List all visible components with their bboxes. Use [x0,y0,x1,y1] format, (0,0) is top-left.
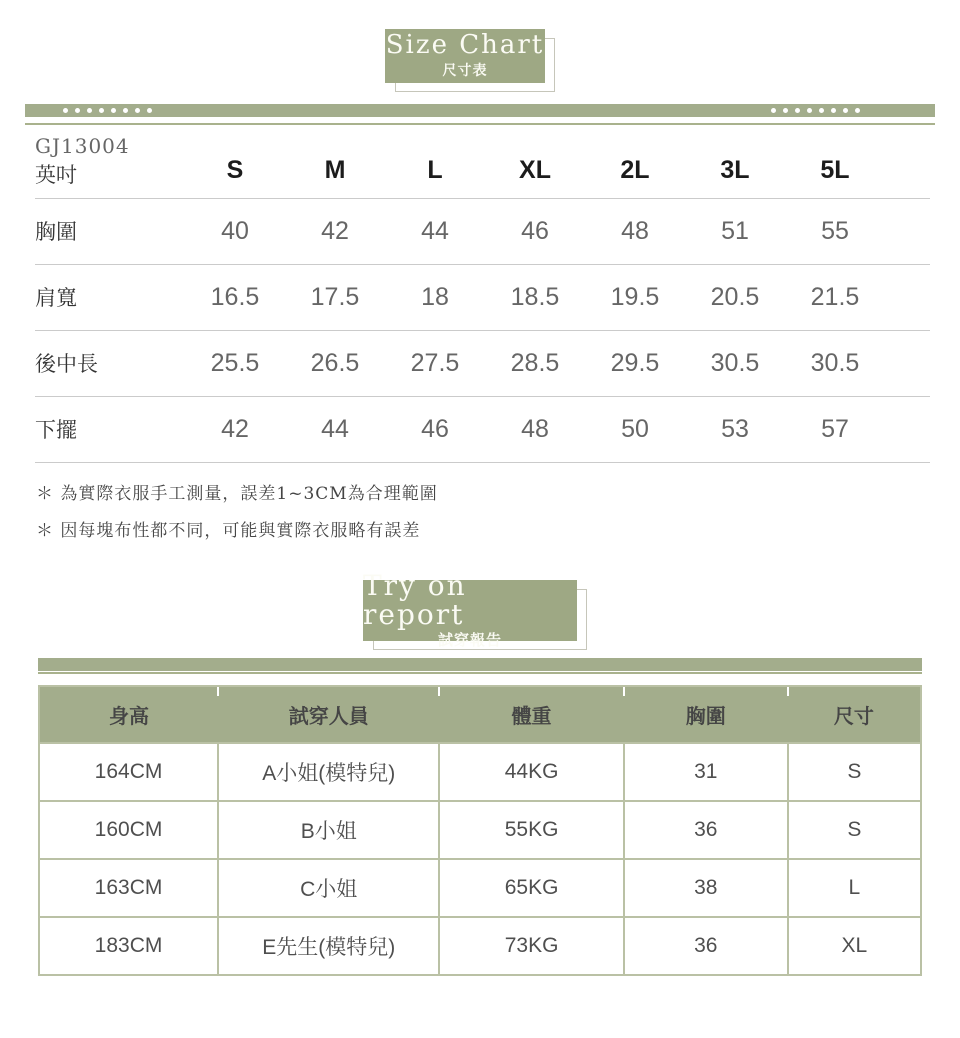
measurement-value: 46 [521,216,549,245]
try-on-cell: A小姐(模特兒) [218,743,439,801]
measurement-value: 29.5 [610,348,660,377]
measurement-label: 下擺 [35,419,77,442]
note-line: ＊ 為實際衣服手工測量，誤差1~3CM為合理範圍 [36,484,438,504]
try-on-cell: 183CM [39,917,218,975]
measurement-value: 17.5 [310,282,360,311]
try-on-cell: C小姐 [218,859,439,917]
note-line: ＊ 因每塊布性都不同，可能與實際衣服略有誤差 [36,521,421,541]
try-on-cell: 65KG [439,859,623,917]
size-chart-badge [385,29,545,83]
try-on-cell: S [788,801,921,859]
size-chart-table [35,125,930,463]
size-header-row [35,125,930,198]
measurement-value: 40 [221,216,249,245]
dot [843,108,848,113]
measurement-notes [36,476,438,550]
size-column-header: XL [519,155,551,184]
dot [63,108,68,113]
measurement-label: 肩寬 [35,287,77,310]
dot [771,108,776,113]
measurement-value: 55 [821,216,849,245]
measurement-value: 50 [621,414,649,443]
decorative-band-try-on [38,658,922,671]
measurement-value: 18 [421,282,449,311]
dot [135,108,140,113]
measurement-value: 18.5 [510,282,560,311]
size-column-header: 2L [620,155,650,184]
size-column-header: S [226,155,244,184]
dot [111,108,116,113]
measurement-value: 57 [821,414,849,443]
try-on-header-row [39,686,921,743]
try-on-cell: 31 [624,743,788,801]
measurement-value: 51 [721,216,749,245]
measurement-value: 19.5 [610,282,660,311]
measurement-value: 30.5 [710,348,760,377]
size-column-header: L [427,155,443,184]
dots-right [771,108,860,113]
measurement-row [35,198,930,264]
try-on-cell: B小姐 [218,801,439,859]
measurement-value: 44 [321,414,349,443]
measurement-row [35,330,930,396]
measurement-value: 46 [421,414,449,443]
measurement-value: 25.5 [210,348,260,377]
measurement-value: 42 [221,414,249,443]
try-on-cell: L [788,859,921,917]
dot [99,108,104,113]
measurement-value: 20.5 [710,282,760,311]
measurement-value: 42 [321,216,349,245]
dot [783,108,788,113]
badge-box [363,568,577,650]
size-chart-subtitle: 尺寸表 [442,61,488,78]
measurement-value: 16.5 [210,282,260,311]
try-on-column-header: 試穿人員 [218,686,439,743]
try-on-cell: 38 [624,859,788,917]
measurement-value: 48 [521,414,549,443]
try-on-cell: 164CM [39,743,218,801]
try-on-column-header: 胸圍 [624,686,788,743]
try-on-cell: 73KG [439,917,623,975]
try-on-column-header: 尺寸 [788,686,921,743]
measurement-value: 28.5 [510,348,560,377]
size-column-header: 3L [720,155,750,184]
dot [123,108,128,113]
try-on-cell: E先生(模特兒) [218,917,439,975]
try-on-title: Try on report [363,568,467,631]
dots-left [63,108,152,113]
try-on-row [39,859,921,917]
dot [795,108,800,113]
measurement-value: 27.5 [410,348,460,377]
try-on-cell: 36 [624,917,788,975]
dot [831,108,836,113]
measurement-value: 21.5 [810,282,860,311]
dot [147,108,152,113]
size-column-header: 5L [820,155,850,184]
divider-line-try-on [38,672,922,674]
try-on-cell: XL [788,917,921,975]
measurement-value: 44 [421,216,449,245]
measurement-value: 26.5 [310,348,360,377]
unit-label: 英吋 [35,163,77,187]
badge-box [385,29,545,83]
try-on-cell: 163CM [39,859,218,917]
try-on-row [39,743,921,801]
dot [87,108,92,113]
measurement-value: 53 [721,414,749,443]
try-on-cell: 36 [624,801,788,859]
try-on-cell: 55KG [439,801,623,859]
dot [807,108,812,113]
decorative-band-top [25,104,935,117]
dot [75,108,80,113]
try-on-row [39,917,921,975]
try-on-column-header: 身高 [39,686,218,743]
product-code: GJ13004 [35,133,130,158]
measurement-row [35,264,930,330]
measurement-value: 30.5 [810,348,860,377]
dot [819,108,824,113]
try-on-subtitle: 試穿報告 [437,632,502,650]
try-on-row [39,801,921,859]
try-on-report-badge [363,568,577,650]
try-on-column-header: 體重 [439,686,623,743]
measurement-label: 胸圍 [35,221,77,244]
try-on-cell: 44KG [439,743,623,801]
try-on-cell: S [788,743,921,801]
dot [855,108,860,113]
size-column-header: M [324,155,346,184]
measurement-value: 48 [621,216,649,245]
measurement-label: 後中長 [35,353,98,376]
product-code-cell [35,125,185,198]
measurement-row [35,396,930,462]
try-on-cell: 160CM [39,801,218,859]
try-on-table [38,685,922,976]
size-chart-title: Size Chart [385,30,545,61]
